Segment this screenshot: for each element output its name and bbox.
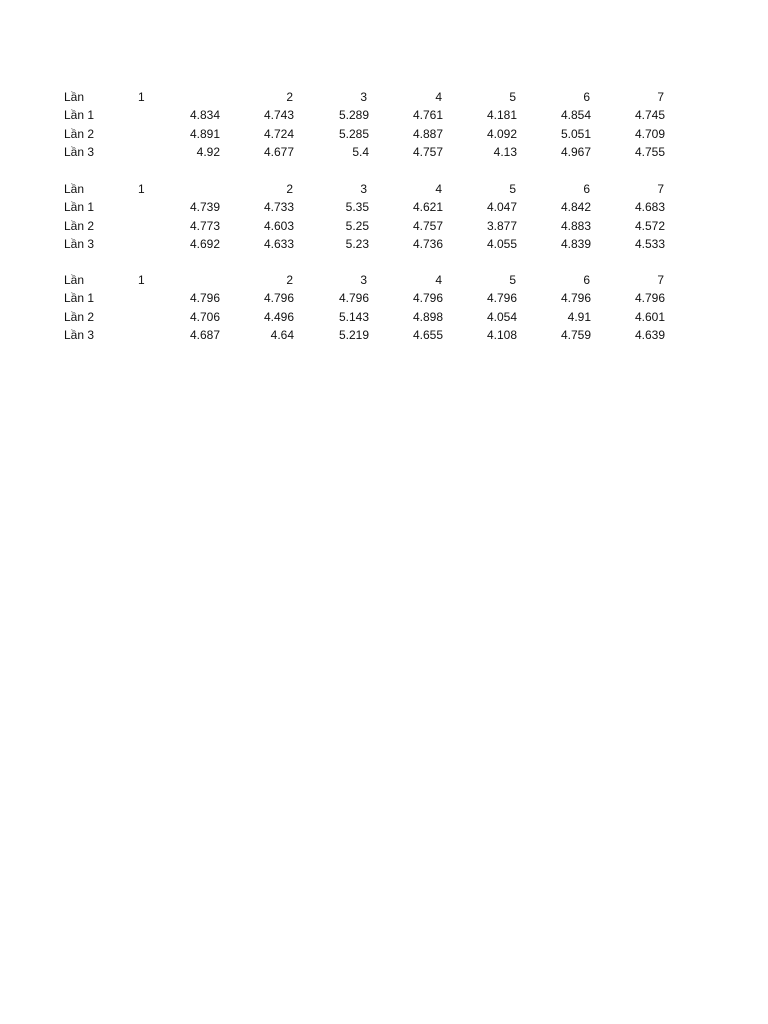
table-row: [64, 106, 684, 124]
cell-value: 4.709: [634, 126, 665, 141]
cell-value: 4.883: [560, 218, 591, 233]
cell-value: 4.736: [412, 237, 443, 252]
cell-value: 4.687: [189, 328, 220, 343]
cell-value: 4.603: [263, 218, 294, 233]
cell-value: 4.842: [560, 200, 591, 215]
cell-value: 4.91: [567, 309, 591, 324]
data-table-1: [64, 88, 684, 162]
cell-value: 5.35: [345, 200, 369, 215]
row-label: Lần 1: [64, 108, 95, 123]
header-col-5: 5: [509, 90, 516, 104]
cell-value: 4.054: [486, 309, 517, 324]
row-label: Lần 3: [64, 237, 95, 252]
row-label: Lần 2: [64, 309, 95, 324]
cell-value: 4.773: [189, 218, 220, 233]
cell-value: 4.757: [412, 145, 443, 160]
cell-value: 4.745: [634, 108, 665, 123]
cell-value: 4.724: [263, 126, 294, 141]
cell-value: 4.655: [412, 328, 443, 343]
cell-value: 4.839: [560, 237, 591, 252]
cell-value: 4.572: [634, 218, 665, 233]
cell-value: 4.496: [263, 309, 294, 324]
cell-value: 4.854: [560, 108, 591, 123]
cell-value: 5.4: [352, 145, 369, 160]
cell-value: 4.108: [486, 328, 517, 343]
cell-value: 4.639: [634, 328, 665, 343]
table-header-row: [64, 271, 684, 289]
cell-value: 4.64: [270, 328, 294, 343]
cell-value: 4.13: [493, 145, 517, 160]
header-col-1: 1: [138, 273, 145, 287]
cell-value: 4.533: [634, 237, 665, 252]
table-row: [64, 235, 684, 253]
header-col-6: 6: [583, 273, 590, 287]
table-row: [64, 143, 684, 161]
row-label: Lần 2: [64, 126, 95, 141]
table-row: [64, 308, 684, 326]
header-col-2: 2: [286, 90, 293, 104]
header-col-3: 3: [360, 90, 367, 104]
cell-value: 5.289: [338, 108, 369, 123]
header-col-4: 4: [435, 273, 442, 287]
data-table-3: [64, 271, 684, 345]
row-label: Lần 2: [64, 218, 95, 233]
cell-value: 4.633: [263, 237, 294, 252]
cell-value: 4.683: [634, 200, 665, 215]
header-col-5: 5: [509, 273, 516, 287]
row-label: Lần 1: [64, 200, 95, 215]
table-row: [64, 198, 684, 216]
table-row: [64, 326, 684, 344]
header-col-7: 7: [657, 182, 664, 196]
row-label: Lần 1: [64, 291, 95, 306]
cell-value: 5.23: [345, 237, 369, 252]
cell-value: 4.677: [263, 145, 294, 160]
header-col-2: 2: [286, 273, 293, 287]
cell-value: 4.887: [412, 126, 443, 141]
header-col-3: 3: [360, 182, 367, 196]
table-row: [64, 289, 684, 307]
cell-value: 4.743: [263, 108, 294, 123]
cell-value: 4.047: [486, 200, 517, 215]
cell-value: 4.796: [338, 291, 369, 306]
cell-value: 4.796: [263, 291, 294, 306]
row-label: Lần 3: [64, 145, 95, 160]
header-col-5: 5: [509, 182, 516, 196]
cell-value: 4.692: [189, 237, 220, 252]
cell-value: 4.891: [189, 126, 220, 141]
cell-value: 4.181: [486, 108, 517, 123]
data-table-2: [64, 180, 684, 254]
cell-value: 4.796: [189, 291, 220, 306]
cell-value: 4.761: [412, 108, 443, 123]
cell-value: 4.601: [634, 309, 665, 324]
cell-value: 4.967: [560, 145, 591, 160]
cell-value: 4.757: [412, 218, 443, 233]
header-label: Lần: [64, 182, 85, 196]
cell-value: 4.759: [560, 328, 591, 343]
cell-value: 4.898: [412, 309, 443, 324]
cell-value: 4.834: [189, 108, 220, 123]
header-col-1: 1: [138, 182, 145, 196]
header-col-1: 1: [138, 90, 145, 104]
cell-value: 4.621: [412, 200, 443, 215]
cell-value: 4.706: [189, 309, 220, 324]
cell-value: 4.92: [196, 145, 220, 160]
table-header-row: [64, 88, 684, 106]
cell-value: 4.739: [189, 200, 220, 215]
header-col-2: 2: [286, 182, 293, 196]
header-col-4: 4: [435, 90, 442, 104]
cell-value: 4.733: [263, 200, 294, 215]
header-label: Lần: [64, 273, 85, 287]
table-header-row: [64, 180, 684, 198]
table-row: [64, 125, 684, 143]
cell-value: 5.219: [338, 328, 369, 343]
table-row: [64, 217, 684, 235]
cell-value: 5.143: [338, 309, 369, 324]
header-col-6: 6: [583, 90, 590, 104]
cell-value: 4.796: [412, 291, 443, 306]
cell-value: 5.051: [560, 126, 591, 141]
cell-value: 4.092: [486, 126, 517, 141]
header-col-7: 7: [657, 90, 664, 104]
cell-value: 4.796: [486, 291, 517, 306]
header-col-4: 4: [435, 182, 442, 196]
header-label: Lần: [64, 90, 85, 104]
header-col-7: 7: [657, 273, 664, 287]
cell-value: 4.796: [634, 291, 665, 306]
cell-value: 4.796: [560, 291, 591, 306]
cell-value: 5.285: [338, 126, 369, 141]
header-col-6: 6: [583, 182, 590, 196]
row-label: Lần 3: [64, 328, 95, 343]
cell-value: 4.055: [486, 237, 517, 252]
header-col-3: 3: [360, 273, 367, 287]
cell-value: 5.25: [345, 218, 369, 233]
cell-value: 3.877: [486, 218, 517, 233]
cell-value: 4.755: [634, 145, 665, 160]
